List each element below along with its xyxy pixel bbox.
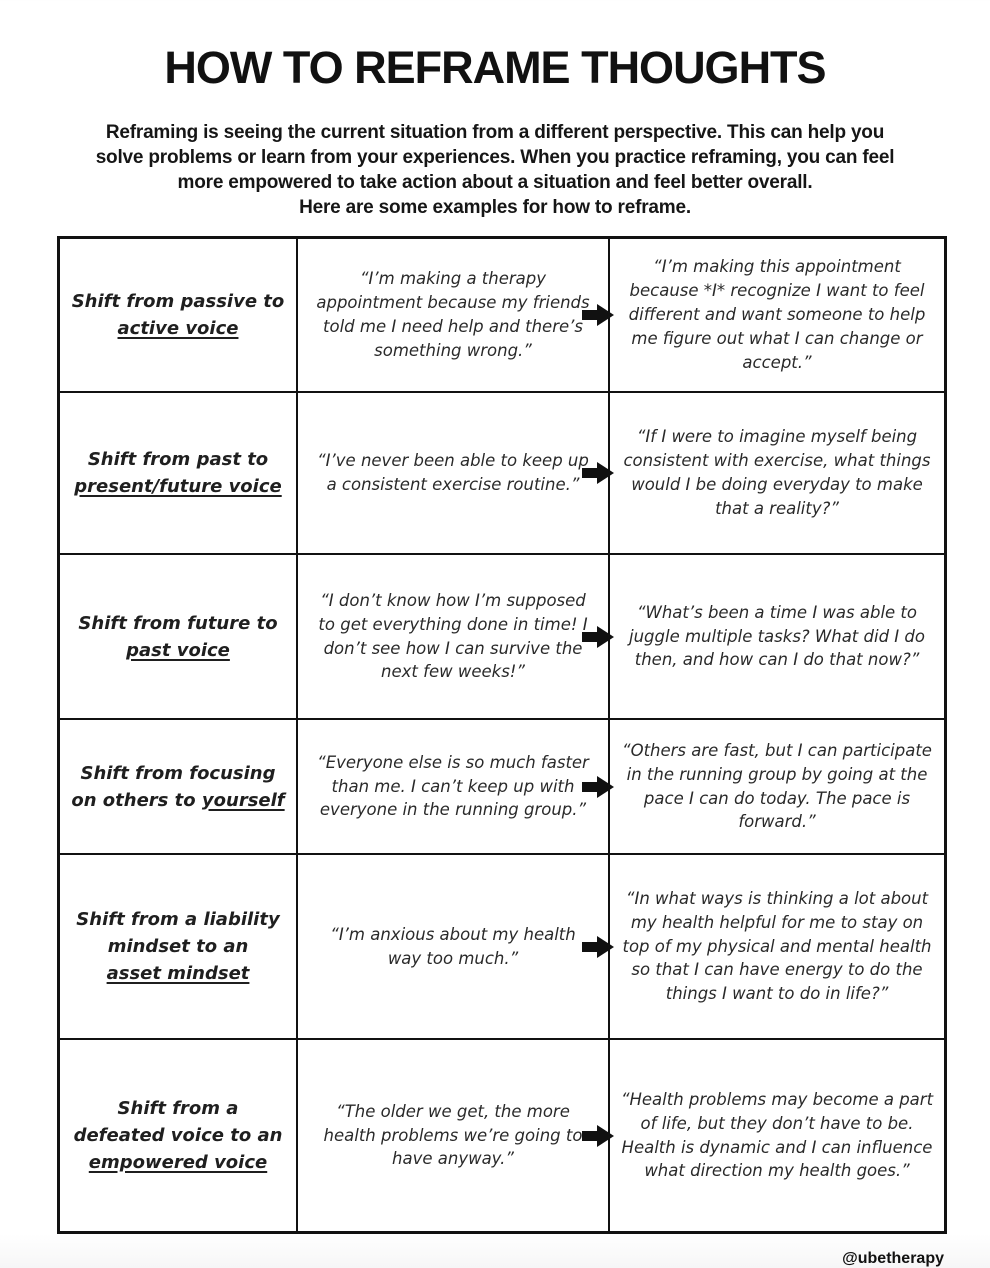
table-row: [60, 239, 944, 393]
arrow-right-icon: [582, 461, 614, 485]
label-line: present/future voice: [74, 476, 282, 497]
label-line: Shift from a liability: [76, 909, 280, 930]
reframed-thought: “If I were to imagine myself being consistent with exercise, what things would I be doing everyday to make that a reality?”: [623, 427, 931, 518]
label-line: empowered voice: [88, 1152, 268, 1173]
label-line: Shift from passive to: [71, 291, 285, 312]
arrow-right-icon: [582, 1124, 614, 1148]
intro-line: Reframing is seeing the current situation from a different perspective. This can help you: [105, 122, 885, 143]
label-line: asset mindset: [106, 963, 250, 984]
label-line: past voice: [126, 639, 230, 661]
credit-handle: @ubetherapy: [842, 1250, 944, 1267]
reframed-thought: “In what ways is thinking a lot about my health helpful for me to stay on top of my physical and mental health so that I can have energy to do the things I want to do in life?”: [622, 888, 932, 1004]
label-line: Shift from future to: [78, 612, 278, 634]
intro-line: more empowered to take action about a situation and feel better overall.: [177, 172, 813, 193]
reframed-thought: “Health problems may become a part of life, but they don’t have to be. Health is dynamic and I can influence what direction my health goes.”: [620, 1089, 934, 1181]
label-line: active voice: [117, 318, 239, 339]
shift-type-label: [60, 720, 298, 853]
table-row: [60, 1040, 944, 1231]
table-row: [60, 855, 944, 1040]
shift-type-label: [60, 393, 298, 553]
intro-paragraph: [0, 120, 990, 220]
original-thought: “I’m anxious about my health way too much.”: [298, 855, 610, 1038]
reframe-examples-table: [57, 236, 947, 1234]
table-row: [60, 720, 944, 855]
label-line: Shift from a: [117, 1098, 239, 1119]
label-line: on others to yourself: [71, 789, 285, 811]
shift-type-label: [60, 1040, 298, 1231]
original-thought: “I’m making a therapy appointment because my friends told me I need help and there’s something wrong.”: [298, 239, 610, 391]
reframed-thought: “Others are fast, but I can participate in the running group by going at the pace I can do today. The pace is forward.”: [622, 740, 932, 832]
page: [0, 42, 990, 1268]
table-row: [60, 555, 944, 720]
original-thought: “The older we get, the more health problems we’re going to have anyway.”: [298, 1040, 610, 1231]
original-thought: “Everyone else is so much faster than me. I can’t keep up with everyone in the running group.”: [298, 720, 610, 853]
label-line: Shift from past to: [87, 449, 269, 470]
intro-line: solve problems or learn from your experiences. When you practice reframing, you can feel: [95, 147, 895, 168]
shift-type-label: [60, 855, 298, 1038]
label-line: Shift from focusing: [80, 762, 276, 784]
shift-type-label: [60, 555, 298, 718]
reframed-thought: “I’m making this appointment because *I* recognize I want to feel different and want someone to help me figure out what I can change or accept.”: [628, 257, 926, 372]
arrow-right-icon: [582, 625, 614, 649]
table-row: [60, 393, 944, 555]
original-thought: “I don’t know how I’m supposed to get everything done in time! I don’t see how I can survive the next few weeks!”: [298, 555, 610, 718]
arrow-right-icon: [582, 775, 614, 799]
page-title: HOW TO REFRAME THOUGHTS: [164, 42, 826, 93]
intro-line: Here are some examples for how to reframe.: [299, 197, 691, 218]
reframed-thought: “What’s been a time I was able to juggle multiple tasks? What did I do then, and how can I do that now?”: [629, 602, 925, 670]
label-line: defeated voice to an: [73, 1125, 283, 1146]
arrow-right-icon: [582, 303, 614, 327]
original-thought: “I’ve never been able to keep up a consistent exercise routine.”: [298, 393, 610, 553]
label-line: mindset to an: [107, 936, 249, 957]
shift-type-label: [60, 239, 298, 391]
arrow-right-icon: [582, 935, 614, 959]
